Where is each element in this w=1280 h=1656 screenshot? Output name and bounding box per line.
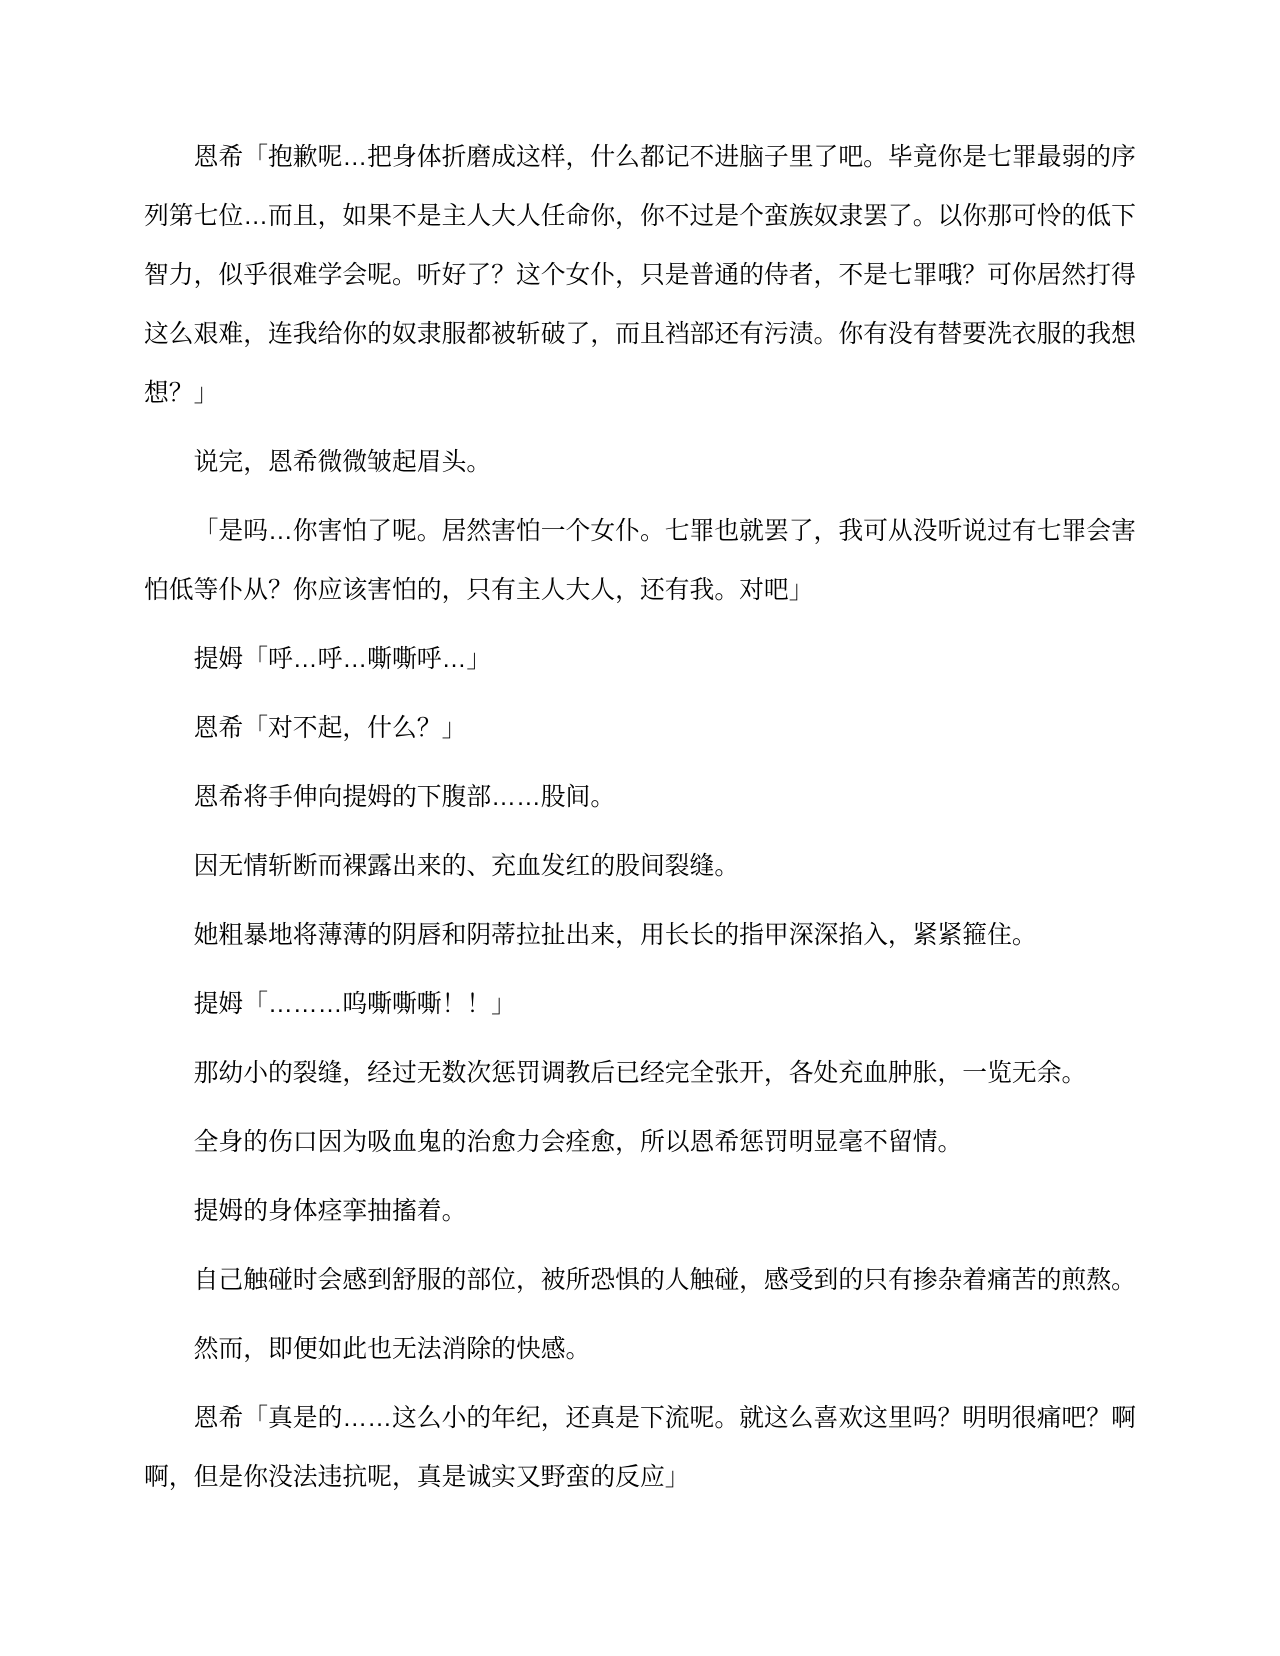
paragraph: 那幼小的裂缝，经过无数次惩罚调教后已经完全张开，各处充血肿胀，一览无余。 [193, 1060, 1087, 1087]
paragraph: 恩希「对不起，什么？」 [193, 715, 467, 742]
paragraph: 恩希「抱歉呢…把身体折磨成这样，什么都记不进脑子里了吧。毕竟你是七罪最弱的序列第七位…而且，如果不是主人大人任命你，你不过是个蛮族奴隶罢了。以你那可怜的低下智力，似乎很难学会呢。听好了？这个女仆，只是普通的侍者，不是七罪哦？可你居然打得这么艰难，连我给你的奴隶服都被斩破了，而且裆部还有污渍。你有没有替要洗衣服的我想想？」 [144, 144, 1136, 407]
paragraph: 恩希将手伸向提姆的下腹部……股间。 [193, 784, 616, 811]
paragraph: 然而，即便如此也无法消除的快感。 [193, 1336, 591, 1363]
paragraph: 「是吗…你害怕了呢。居然害怕一个女仆。七罪也就罢了，我可从没听说过有七罪会害怕低等仆从？你应该害怕的，只有主人大人，还有我。对吧」 [144, 518, 1136, 604]
paragraph: 恩希「真是的……这么小的年纪，还真是下流呢。就这么喜欢这里吗？明明很痛吧？啊啊，但是你没法违抗呢，真是诚实又野蛮的反应」 [144, 1405, 1136, 1491]
paragraph: 提姆「呼…呼…嘶嘶呼…」 [193, 646, 492, 673]
paragraph: 自己触碰时会感到舒服的部位，被所恐惧的人触碰，感受到的只有掺杂着痛苦的煎熬。 [193, 1267, 1136, 1294]
paragraph: 全身的伤口因为吸血鬼的治愈力会痊愈，所以恩希惩罚明显毫不留情。 [193, 1129, 963, 1156]
paragraph: 提姆「………呜嘶嘶嘶！！」 [193, 991, 516, 1018]
paragraph: 她粗暴地将薄薄的阴唇和阴蒂拉扯出来，用长长的指甲深深掐入，紧紧箍住。 [193, 922, 1037, 949]
paragraph: 说完，恩希微微皱起眉头。 [193, 449, 492, 476]
document-page [144, 0, 1136, 1507]
paragraph: 因无情斩断而裸露出来的、充血发红的股间裂缝。 [193, 853, 740, 880]
paragraph: 提姆的身体痉挛抽搐着。 [193, 1198, 467, 1225]
